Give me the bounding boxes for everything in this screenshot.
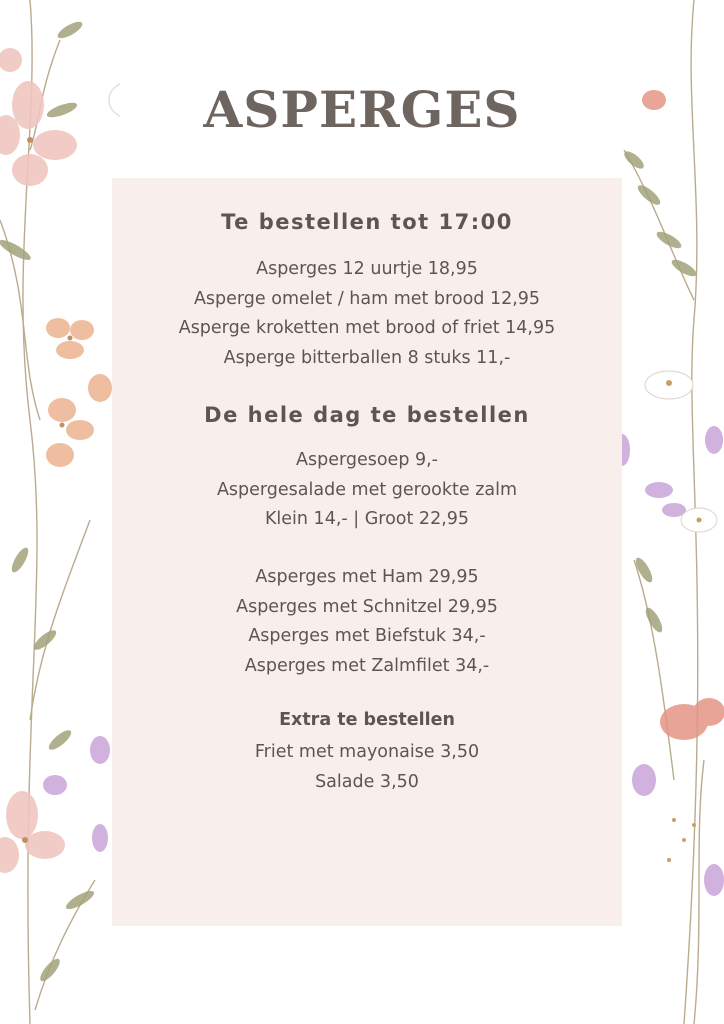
- section-items-all-day-b: [112, 563, 622, 681]
- section-items-all-day-a: [112, 446, 622, 535]
- menu-panel: [112, 178, 622, 926]
- menu-item: Asperges 12 uurtje 18,95: [256, 259, 478, 279]
- menu-item: Asperge bitterballen 8 stuks 11,-: [223, 347, 511, 368]
- menu-item: Asperge kroketten met brood of friet 14,95: [178, 318, 556, 338]
- left-floral-decoration: [0, 0, 120, 1024]
- menu-item: Friet met mayonaise 3,50: [254, 742, 480, 762]
- section-heading-until-17: Te bestellen tot 17:00: [221, 210, 513, 234]
- section-heading-all-day: De hele dag te bestellen: [204, 403, 530, 427]
- right-floral-decoration: [614, 0, 724, 1024]
- menu-item: Klein 14,- | Groot 22,95: [264, 509, 470, 529]
- menu-item: Asperges met Zalmfilet 34,-: [244, 655, 490, 676]
- menu-item: Aspergesoep 9,-: [296, 450, 438, 470]
- section-items-extra: [112, 738, 622, 797]
- menu-item: Asperges met Ham 29,95: [255, 567, 479, 587]
- menu-item: Asperges met Biefstuk 34,-: [248, 626, 486, 646]
- menu-item: Asperges met Schnitzel 29,95: [236, 596, 498, 617]
- page-title: ASPERGES: [203, 80, 521, 139]
- section-items-until-17: [112, 255, 622, 373]
- menu-item: Asperge omelet / ham met brood 12,95: [193, 288, 541, 309]
- menu-item: Aspergesalade met gerookte zalm: [216, 479, 518, 500]
- section-heading-extra: Extra te bestellen: [279, 710, 455, 730]
- menu-item: Salade 3,50: [315, 771, 419, 792]
